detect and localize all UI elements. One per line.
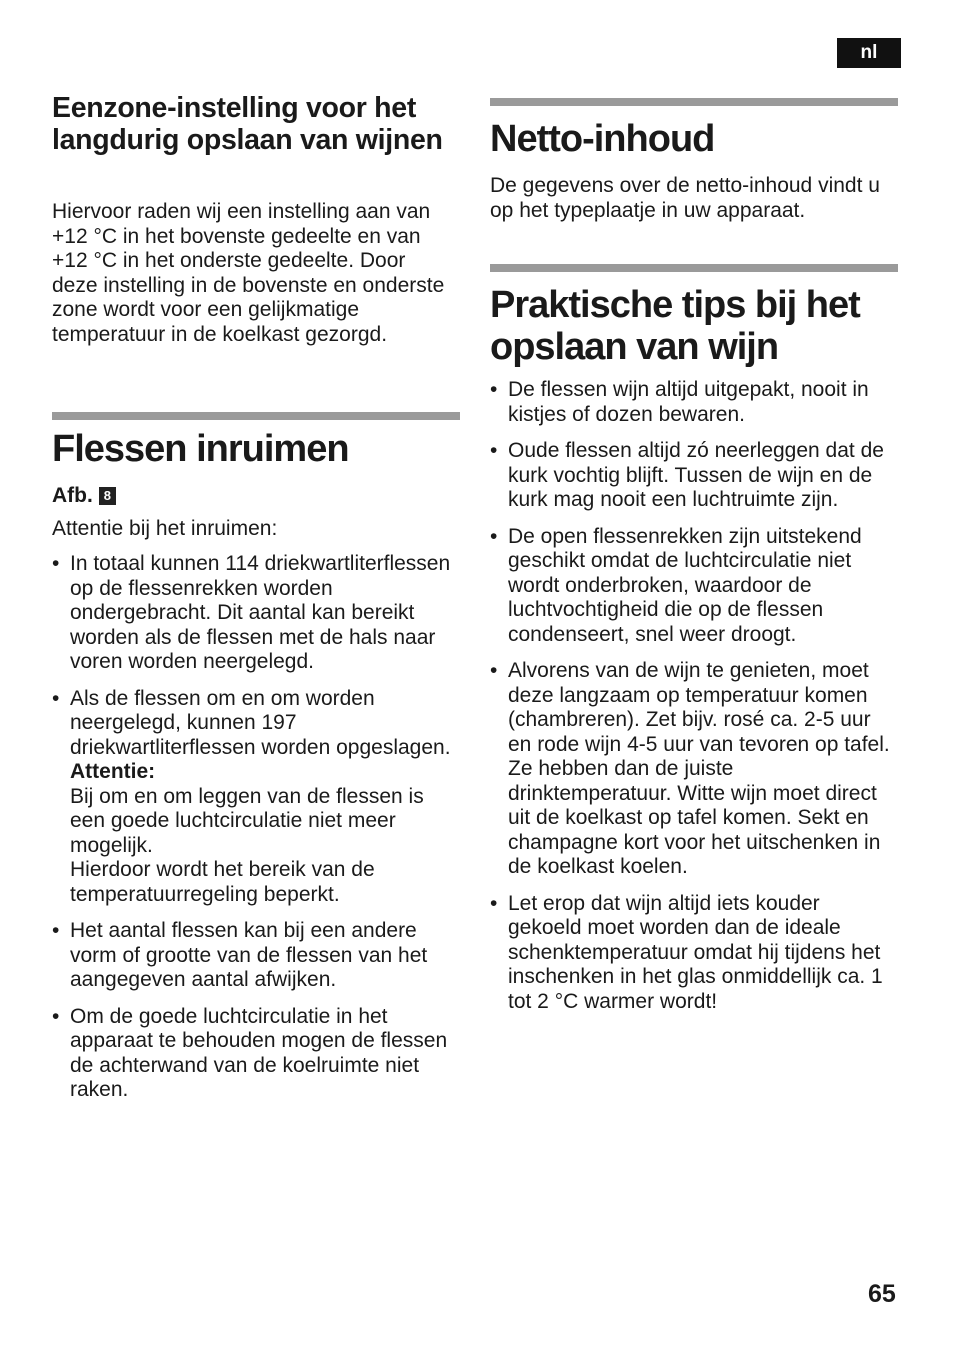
section-body-eenzone: Hiervoor raden wij een instelling aan van +12 °C in het bovenste gedeelte en van +12 °C in het onderste gedeelte. Door deze instelling in de bovenste en onderste zone wordt voor een gelijkmatige temperatuur in de koelkast gezorgd.: [52, 200, 445, 346]
figure-label: Afb.: [52, 484, 93, 507]
list-item: • Het aantal flessen kan bij een andere vorm of grootte van de flessen van het aangegeven aantal afwijken.: [52, 919, 460, 993]
language-badge: nl: [837, 38, 901, 68]
bullet-list-tips: [490, 378, 898, 1026]
section-divider: [490, 98, 898, 106]
section-intro: Attentie bij het inruimen:: [52, 517, 278, 540]
attention-text-2: Hierdoor wordt het bereik van de temperatuurregeling beperkt.: [70, 858, 375, 906]
attention-label: Attentie:: [70, 760, 156, 783]
section-heading-praktische-tips: Praktische tips bij het opslaan van wijn: [490, 284, 860, 368]
section-heading-eenzone: Eenzone-instelling voor het langdurig opslaan van wijnen: [52, 92, 443, 156]
section-heading-flessen-inruimen: Flessen inruimen: [52, 428, 349, 470]
list-item: • Om de goede luchtcirculatie in het apparaat te behouden mogen de flessen de achterwand van de koelruimte niet raken.: [52, 1005, 460, 1103]
list-item: • De flessen wijn altijd uitgepakt, nooit in kistjes of dozen bewaren.: [490, 378, 898, 427]
list-item: • Alvorens van de wijn te genieten, moet deze langzaam op temperatuur komen (chambreren). Zet bijv. rosé ca. 2-5 uur en rode wijn 4-5 uur van tevoren op tafel. Ze hebben dan de juiste drinktemperatuur. Witte wijn moet direct uit de koelkast op tafel komen. Sekt en champagne kort voor het uitschenken in de koelkast koelen.: [490, 659, 898, 880]
list-item: • Oude flessen altijd zó neerleggen dat de kurk vochtig blijft. Tussen de wijn en de kurk mag nooit een luchtruimte zijn.: [490, 439, 898, 513]
section-divider: [490, 264, 898, 272]
bullet-list-inruimen: [52, 552, 460, 1115]
section-body-netto-inhoud: De gegevens over de netto-inhoud vindt u op het typeplaatje in uw apparaat.: [490, 174, 880, 222]
list-item: • De open flessenrekken zijn uitstekend geschikt omdat de luchtcirculatie niet wordt onderbroken, waardoor de luchtvochtigheid die op de flessen condenseert, snel weer droogt.: [490, 525, 898, 648]
section-divider: [52, 412, 460, 420]
figure-number-badge: 8: [99, 487, 116, 505]
figure-reference: [52, 484, 116, 508]
list-item: • Let erop dat wijn altijd iets kouder gekoeld moet worden dan de ideale schenktemperatuur omdat hij tijdens het inschenken in het glas onmiddellijk ca. 1 tot 2 °C warmer wordt!: [490, 892, 898, 1015]
page-number: 65: [868, 1280, 896, 1308]
list-item: • In totaal kunnen 114 driekwartliterflessen op de flessenrekken worden ondergebracht. Dit aantal kan bereikt worden als de flessen met de hals naar voren worden neergelegd.: [52, 552, 460, 675]
attention-text: Bij om en om leggen van de flessen is een goede luchtcirculatie niet meer mogelijk.: [70, 784, 424, 857]
list-item: • Als de flessen om en om worden neergelegd, kunnen 197 driekwartliterflessen worden opgeslagen. Attentie: Bij om en om leggen van de flessen is een goede luchtcirculatie niet meer mogelijk. Hierdoor wordt het bereik van de temperatuurregeling beperkt.: [52, 687, 460, 908]
section-heading-netto-inhoud: Netto-inhoud: [490, 118, 715, 160]
